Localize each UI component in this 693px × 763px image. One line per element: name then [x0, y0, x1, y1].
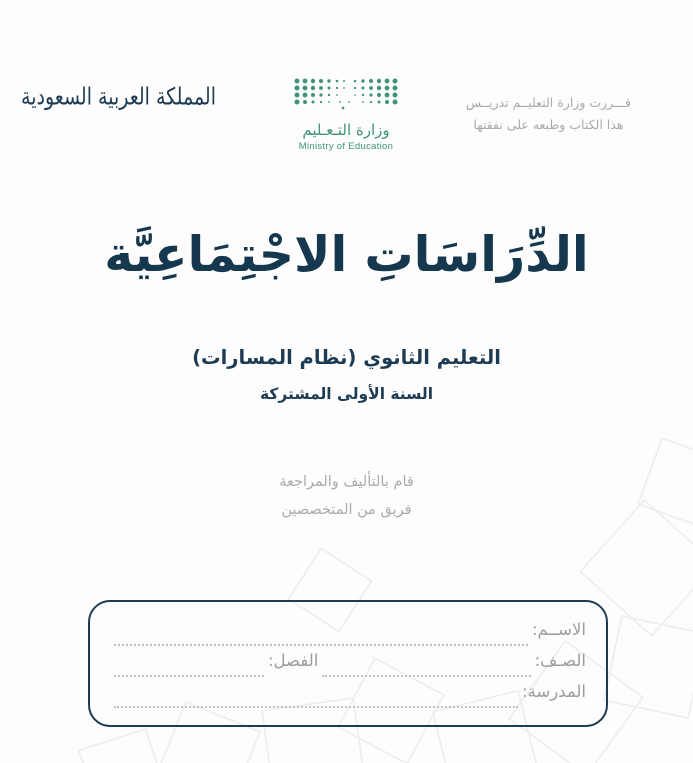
decree-line-2: هذا الكتاب وطبعه على نفقتها	[473, 116, 624, 132]
student-info-box	[88, 600, 608, 727]
page-title: الدِّرَاسَاتِ الاجْتِمَاعِيَّة	[104, 226, 589, 283]
student-info-rows	[110, 620, 586, 713]
school-field-label: المدرسة:	[521, 682, 586, 701]
section-field-label: الفصل:	[268, 651, 319, 670]
grade-field-input[interactable]	[322, 674, 530, 677]
ministry-of-education-logo	[253, 78, 439, 152]
subtitle-track: التعليم الثانوي (نظام المسارات)	[192, 346, 501, 369]
authors-line-1: قام بالتأليف والمراجعة	[279, 474, 414, 490]
decree-line-1: قـــررت وزارة التعلیــم تدریــس	[465, 95, 631, 110]
authors-block	[0, 468, 693, 525]
section-field-input[interactable]	[114, 674, 264, 677]
kingdom-name: المملكة العربیة السعودیة	[21, 83, 216, 111]
student-info-row-name	[110, 620, 586, 651]
subtitle-year: السنة الأولى المشتركة	[259, 385, 434, 404]
title-block	[0, 228, 693, 283]
student-info-row-school	[110, 682, 586, 713]
subtitle-block	[0, 344, 693, 406]
grade-field-label: الصـف:	[534, 651, 586, 670]
name-field-input[interactable]	[114, 643, 528, 646]
cover-header	[0, 74, 693, 154]
student-info-row-class	[110, 651, 586, 682]
authors-line-2: فريق من المتخصصين	[281, 502, 412, 519]
school-field-input[interactable]	[114, 705, 518, 708]
ministry-name-arabic: وزارة التـعـلیم	[302, 121, 390, 139]
vision-dots-emblem-icon	[293, 78, 399, 116]
ministry-name-english: Ministry of Education	[298, 140, 394, 152]
name-field-label: الاســم:	[531, 620, 586, 639]
kingdom-emblem-text	[21, 83, 216, 111]
decree-note	[466, 92, 631, 136]
